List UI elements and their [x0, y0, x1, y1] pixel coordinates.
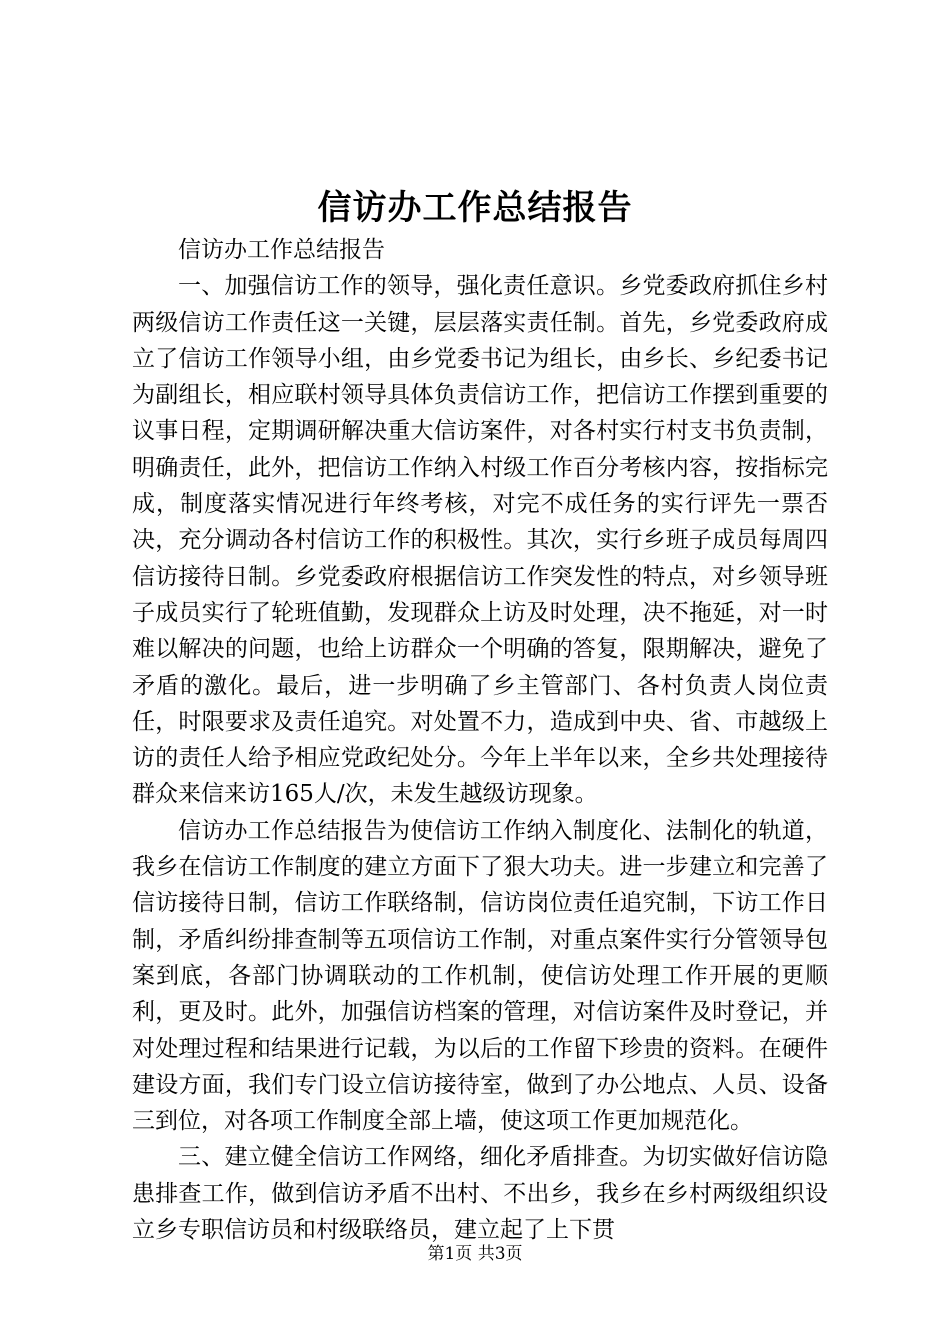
paragraph-1: 一、加强信访工作的领导，强化责任意识。乡党委政府抓住乡村两级信访工作责任这一关键，层层落实责任制。首先，乡党委政府成立了信访工作领导小组，由乡党委书记为组长，由乡长、乡纪委书记为副组长，相应联村领导具体负责信访工作，把信访工作摆到重要的议事日程，定期调研解决重大信访案件，对各村实行村支书负责制，明确责任，此外，把信访工作纳入村级工作百分考核内容，按指标完成，制度落实情况进行年终考核，对完不成任务的实行评先一票否决，充分调动各村信访工作的积极性。其次，实行乡班子成员每周四信访接待日制。乡党委政府根据信访工作突发性的特点，对乡领导班子成员实行了轮班值勤，发现群众上访及时处理，决不拖延，对一时难以解决的问题，也给上访群众一个明确的答复，限期解决，避免了矛盾的激化。最后，进一步明确了乡主管部门、各村负责人岗位责任，时限要求及责任追究。对处置不力，造成到中央、省、市越级上访的责任人给予相应党政纪处分。今年上半年以来，全乡共处理接待群众来信来访165人/次，未发生越级访现象。 — [132, 273, 828, 808]
page-number: 第1页 共3页 — [427, 1244, 523, 1264]
document-title: 信访办工作总结报告 — [317, 188, 633, 228]
paragraph-heading: 信访办工作总结报告 — [178, 237, 385, 263]
paragraph-2: 信访办工作总结报告为使信访工作纳入制度化、法制化的轨道，我乡在信访工作制度的建立方面下了狠大功夫。进一步建立和完善了信访接待日制，信访工作联络制，信访岗位责任追究制，下访工作日制，矛盾纠纷排查制等五项信访工作制，对重点案件实行分管领导包案到底，各部门协调联动的工作机制，使信访处理工作开展的更顺利，更及时。此外，加强信访档案的管理，对信访案件及时登记，并对处理过程和结果进行记载，为以后的工作留下珍贵的资料。在硬件建设方面，我们专门设立信访接待室，做到了办公地点、人员、设备三到位，对各项工作制度全部上墙，使这项工作更加规范化。 — [132, 817, 828, 1135]
paragraph-3: 三、建立健全信访工作网络，细化矛盾排查。为切实做好信访隐患排查工作，做到信访矛盾不出村、不出乡，我乡在乡村两级组织设立乡专职信访员和村级联络员，建立起了上下贯 — [132, 1144, 828, 1244]
document-body — [132, 232, 828, 1248]
